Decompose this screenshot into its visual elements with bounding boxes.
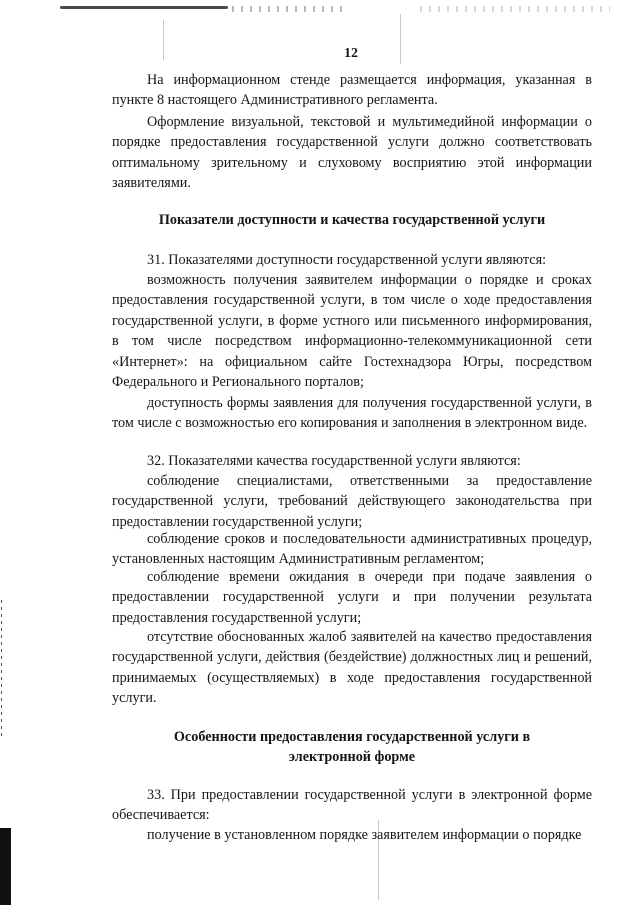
paragraph-31-form-access: доступность формы заявления для получения государственной услуги, в том числе с возможностью его копирования и заполнения в электронном виде.: [112, 395, 592, 432]
paragraph-design-requirements: Оформление визуальной, текстовой и мультимедийной информации о порядке предоставления государственной услуги должно соответствовать оптимальному зрительному и слуховому восприятию этой информации заявителями.: [112, 114, 592, 192]
scan-artifact-top-noise: [232, 6, 342, 12]
scan-artifact-margin-dash: [1, 600, 2, 740]
scan-artifact-line: [163, 20, 164, 60]
page-number: 12: [344, 46, 358, 61]
scan-artifact-top-noise: [420, 6, 610, 12]
paragraph-32-intro: 32. Показателями качества государственной услуги являются:: [147, 453, 521, 469]
paragraph-33-info-receipt: получение в установленном порядке заявителем информации о порядке: [147, 827, 582, 843]
scan-artifact-top-line: [60, 6, 228, 9]
paragraph-32-complaints: отсутствие обоснованных жалоб заявителей на качество предоставления государственной услуги, действия (бездействие) должностных лиц и решений, принимаемых (осуществляемых) в ходе предоставления государственной услуги.: [112, 629, 592, 707]
paragraph-info-stand: На информационном стенде размещается информация, указанная в пункте 8 настоящего Административного регламента.: [112, 72, 592, 109]
section-heading-electronic-form: Особенности предоставления государственной услуги в электронной форме: [173, 729, 531, 766]
section-heading-accessibility: Показатели доступности и качества государственной услуги: [158, 212, 546, 228]
scan-artifact-edge-bar: [0, 828, 11, 905]
paragraph-32-waiting-time: соблюдение времени ожидания в очереди при подаче заявления о предоставлении государственной услуги и при получении результата предоставления государственной услуги;: [112, 569, 592, 626]
paragraph-31-intro: 31. Показателями доступности государственной услуги являются:: [147, 252, 547, 268]
paragraph-32-legislation: соблюдение специалистами, ответственными за предоставление государственной услуги, требований действующего законодательства при предоставлении государственной услуги;: [112, 473, 592, 530]
scan-artifact-line: [400, 14, 401, 64]
paragraph-33-intro: 33. При предоставлении государственной услуги в электронной форме обеспечивается:: [112, 787, 592, 824]
paragraph-31-info-access: возможность получения заявителем информации о порядке и сроках предоставления государственной услуги, в том числе о ходе предоставления государственной услуги, в форме устного или письменного информирования, в том числе посредством информационно-телекоммуникационной сети «Интернет»: на официальном сайте Гостехнадзора Югры, посредством Федерального и Регионального порталов;: [112, 272, 592, 391]
paragraph-32-deadlines: соблюдение сроков и последовательности административных процедур, установленных настоящим Административным регламентом;: [112, 531, 592, 568]
